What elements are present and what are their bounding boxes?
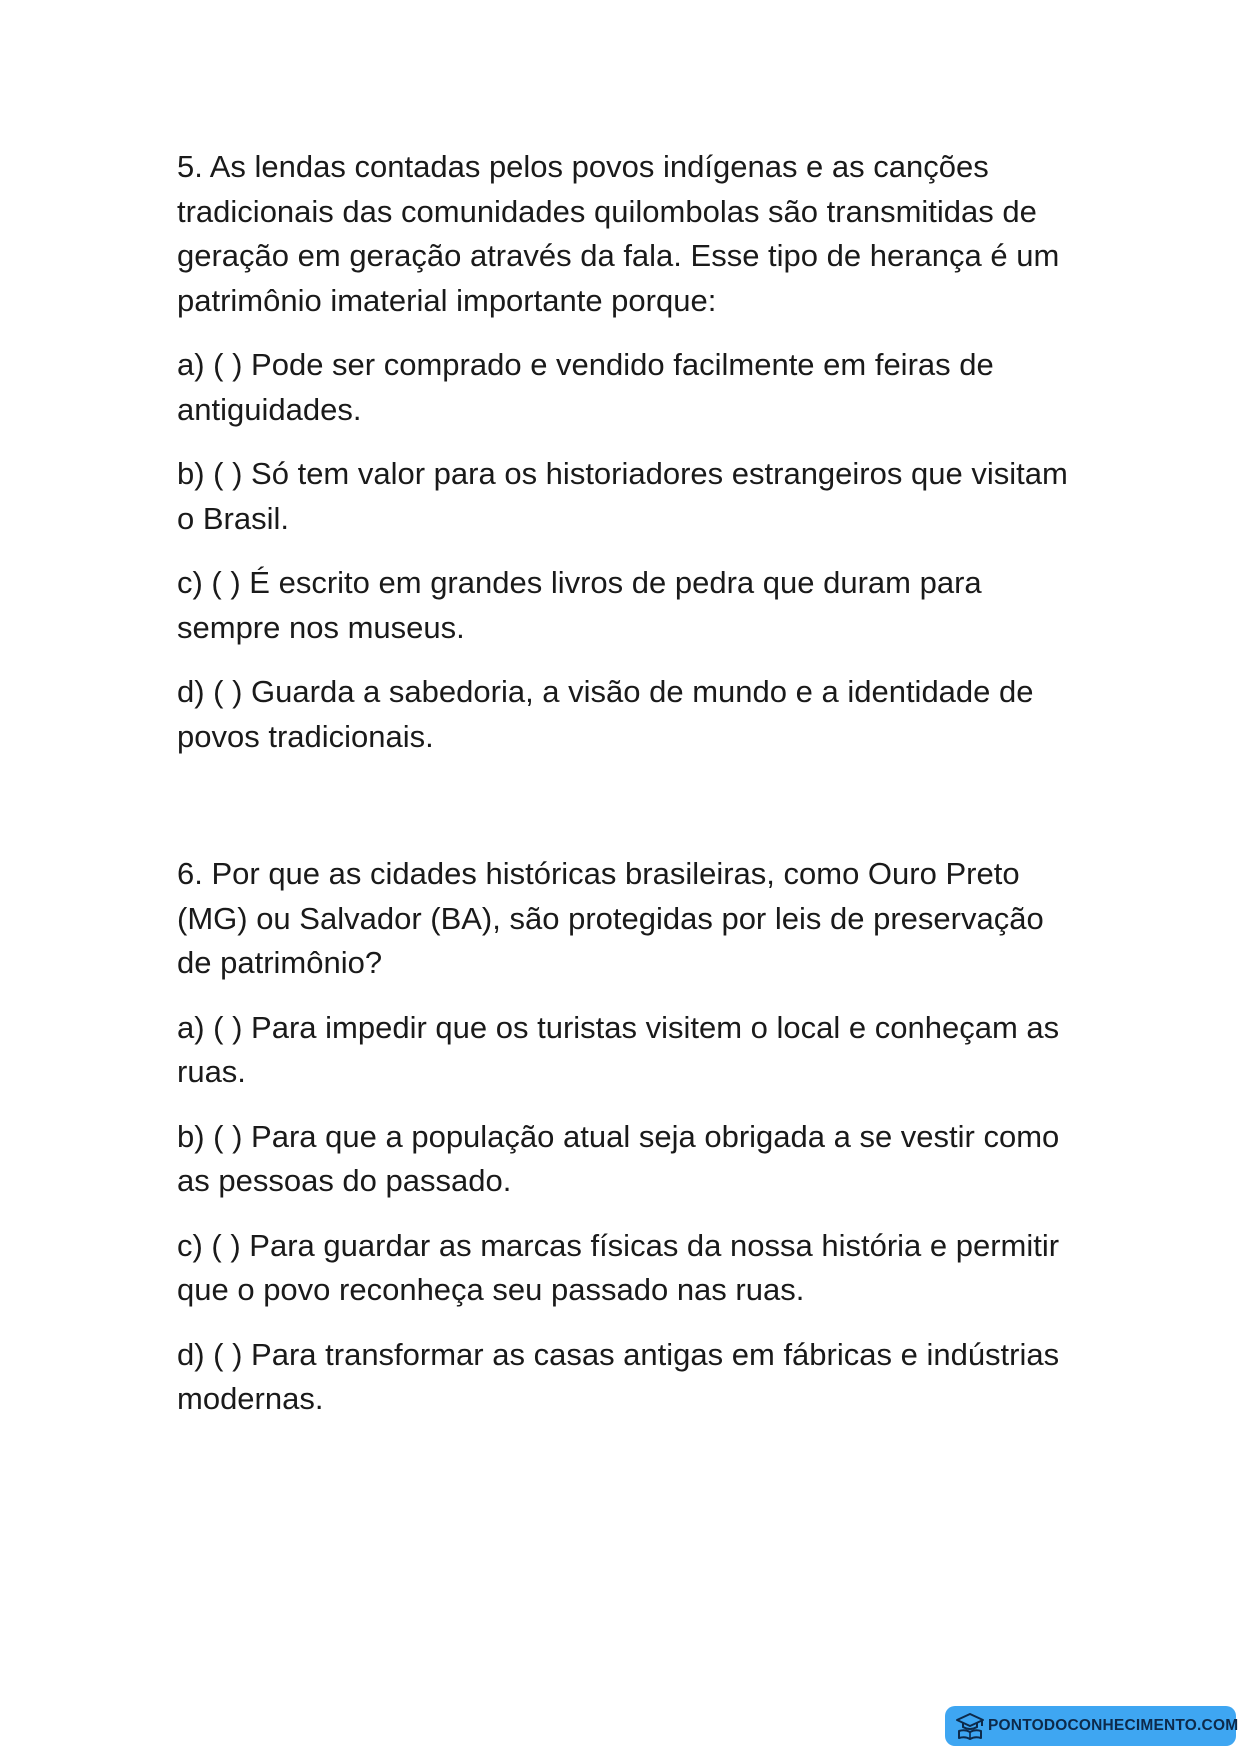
answer-option-a: a) ( ) Para impedir que os turistas visitem o local e conheçam as ruas. — [177, 1009, 1060, 1089]
answer-option-c: c) ( ) É escrito em grandes livros de pedra que duram para sempre nos museus. — [177, 565, 982, 645]
site-label: PONTODOCONHECIMENTO.COM — [988, 1717, 1239, 1734]
answer-option-b: b) ( ) Só tem valor para os historiadores estrangeiros que visitam o Brasil. — [177, 456, 1068, 536]
question-5 — [177, 145, 1077, 759]
site-badge[interactable] — [945, 1706, 1239, 1746]
question-stem: 5. As lendas contadas pelos povos indígenas e as canções tradicionais das comunidades quilombolas são transmitidas de geração em geração através da fala. Esse tipo de herança é um patrimônio imaterial importante porque: — [177, 149, 1060, 318]
answer-option-a: a) ( ) Pode ser comprado e vendido facilmente em feiras de antiguidades. — [177, 347, 994, 427]
answer-option-d: d) ( ) Para transformar as casas antigas em fábricas e indústrias modernas. — [177, 1336, 1060, 1416]
question-6 — [177, 852, 1077, 1422]
graduation-cap-book-icon — [955, 1712, 985, 1740]
answer-option-c: c) ( ) Para guardar as marcas físicas da nossa história e permitir que o povo reconheça seu passado nas ruas. — [177, 1227, 1060, 1307]
answer-option-b: b) ( ) Para que a população atual seja obrigada a se vestir como as pessoas do passado. — [177, 1118, 1060, 1198]
question-stem: 6. Por que as cidades históricas brasileiras, como Ouro Preto (MG) ou Salvador (BA), são protegidas por leis de preservação de patrimônio? — [177, 856, 1044, 980]
worksheet-content — [177, 145, 1077, 1422]
answer-option-d: d) ( ) Guarda a sabedoria, a visão de mundo e a identidade de povos tradicionais. — [177, 674, 1034, 754]
